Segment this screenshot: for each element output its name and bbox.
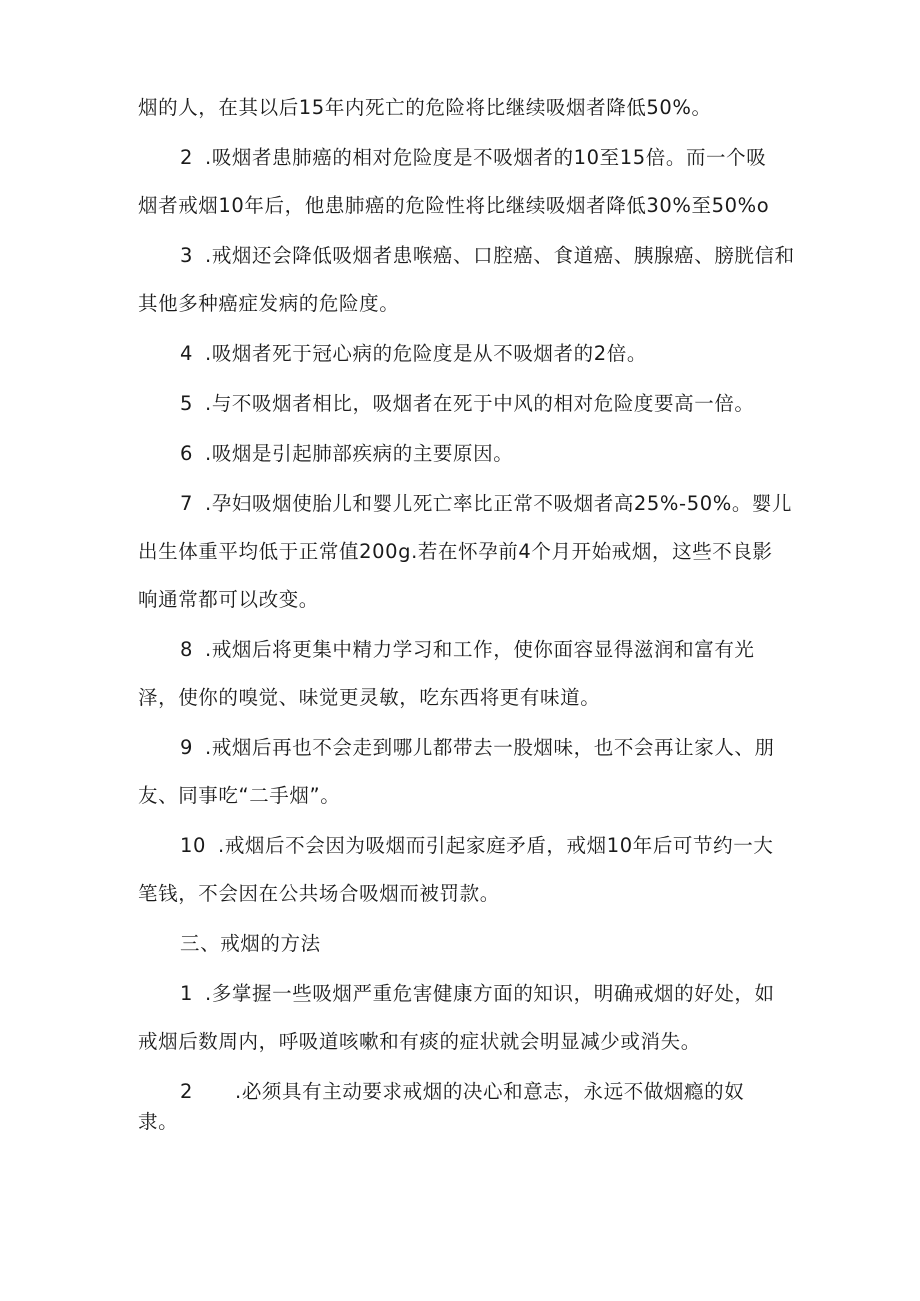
paragraph-line: 隶。 [138, 1110, 179, 1133]
list-text: .戒烟后将更集中精力学习和工作，使你面容显得滋润和富有光 [205, 638, 755, 661]
list-number: 8 [180, 638, 194, 661]
paragraph-line: 出生体重平均低于正常值200g.若在怀孕前4个月开始戒烟，这些不良影 [138, 540, 773, 563]
paragraph-line: 笔钱，不会因在公共场合吸烟而被罚款。 [138, 882, 500, 905]
list-item-2 [138, 146, 788, 170]
section-heading: 三、戒烟的方法 [180, 932, 321, 955]
list-number: 6 [180, 442, 194, 465]
list-text: .吸烟者死于冠心病的危险度是从不吸烟者的2倍。 [205, 342, 647, 365]
list-text: .戒烟后不会因为吸烟而引起家庭矛盾，戒烟10年后可节约一大 [218, 834, 774, 857]
list-number: 4 [180, 342, 194, 365]
list-number: 1 [180, 982, 194, 1005]
list-item-6 [138, 442, 788, 466]
list-item-7 [138, 492, 793, 516]
list-text: .戒烟后再也不会走到哪儿都带去一股烟味，也不会再让家人、朋 [205, 736, 775, 759]
list-item-4 [138, 342, 788, 366]
list-item-3 [138, 244, 795, 268]
list-number: 9 [180, 736, 194, 759]
paragraph-line: 烟者戒烟10年后，他患肺癌的危险性将比继续吸烟者降低30%至50%o [138, 194, 770, 217]
list-number: 7 [180, 492, 194, 515]
list-number: 2 [180, 1080, 194, 1103]
list-text: .多掌握一些吸烟严重危害健康方面的知识，明确戒烟的好处，如 [205, 982, 775, 1005]
method-item-2 [138, 1080, 788, 1104]
list-number: 3 [180, 244, 194, 267]
list-item-10 [138, 834, 788, 858]
list-number: 5 [180, 392, 194, 415]
list-item-5 [138, 392, 788, 416]
list-number: 2 [180, 146, 194, 169]
method-item-1 [138, 982, 788, 1006]
list-text: .必须具有主动要求戒烟的决心和意志，永远不做烟瘾的奴 [235, 1080, 745, 1103]
paragraph-line: 烟的人，在其以后15年内死亡的危险将比继续吸烟者降低50%。 [138, 96, 712, 119]
paragraph-line: 响通常都可以改变。 [138, 588, 319, 611]
document-body [138, 96, 795, 1134]
list-text: .吸烟是引起肺部疾病的主要原因。 [205, 442, 514, 465]
paragraph-line: 其他多种癌症发病的危险度。 [138, 292, 400, 315]
list-text: .孕妇吸烟使胎儿和婴儿死亡率比正常不吸烟者高25%-50%。婴儿 [205, 492, 793, 515]
list-item-9 [138, 736, 788, 760]
list-text: .与不吸烟者相比，吸烟者在死于中风的相对危险度要高一倍。 [205, 392, 755, 415]
paragraph-line: 戒烟后数周内，呼吸道咳嗽和有痰的症状就会明显减少或消失。 [138, 1030, 701, 1053]
list-item-8 [138, 638, 788, 662]
paragraph-line: 泽，使你的嗅觉、味觉更灵敏，吃东西将更有味道。 [138, 686, 601, 709]
list-text: .戒烟还会降低吸烟者患喉癌、口腔癌、食道癌、胰腺癌、膀胱信和 [205, 244, 795, 267]
paragraph-line: 友、同事吃“二手烟”。 [138, 784, 341, 807]
list-text: .吸烟者患肺癌的相对危险度是不吸烟者的10至15倍。而一个吸 [205, 146, 767, 169]
list-number: 10 [180, 834, 207, 857]
